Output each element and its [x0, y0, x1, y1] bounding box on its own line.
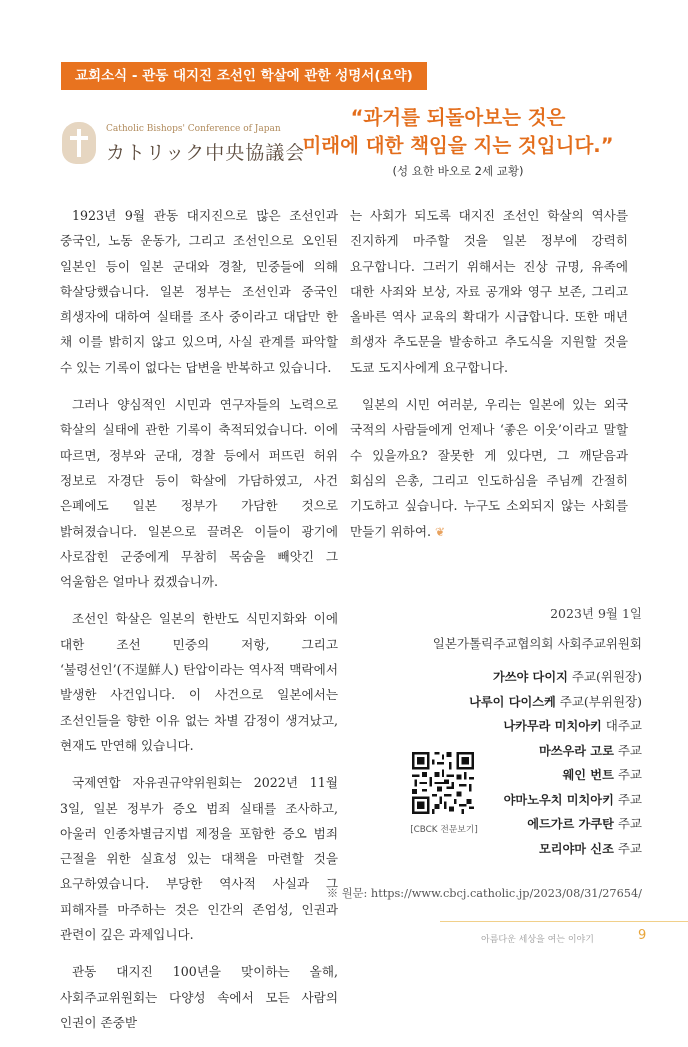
logo-english-text: Catholic Bishops' Conference of Japan	[106, 124, 281, 134]
quote-line-1: “과거를 되돌아보는 것은	[350, 106, 566, 129]
signer: 가쓰야 다이지 주교(위원장)	[492, 669, 642, 684]
paragraph: 관동 대지진 100년을 맞이하는 올해, 사회주교위원회는 다양성 속에서 모든 사람의 인권이 존중받	[60, 964, 338, 1030]
paragraph: 1923년 9월 관동 대지진으로 많은 조선인과 중국인, 노동 운동가, 그리고 조선인으로 오인된 일본인 등이 일본 군대와 경찰, 민중들에 의해 학살당했습니다. 일본 정부는 조선인과 중국인 희생자에 대하여 실태를 조사 중이라고 대답만 한 채 이를 밝히지 않고 있으며, 사실 관계를 파악할 수 있는 기록이 없다는 답변을 반복하고 있습니다.	[60, 208, 338, 375]
closing-text: 일본의 시민 여러분, 우리는 일본에 있는 외국 국적의 사람들에게 언제나 ‘좋은 이웃’이라고 말할 수 있을까요? 잘못한 게 있다면, 그 깨닫음과 회심의 은총, 그리고 인도하심을 주님께 간절히 기도하고 싶습니다. 누구도 소외되지 않는 사회를 만들기 위하여.	[350, 397, 628, 539]
paragraph: 그러나 양심적인 시민과 연구자들의 노력으로 학살의 실태에 관한 기록이 축적되었습니다. 이에 따르면, 정부와 군대, 경찰 등에서 퍼뜨린 허위 정보로 자경단 등이 학살에 가담하였고, 사건 은폐에도 일본 정부가 가담한 것으로 밝혀졌습니다. 일본으로 끌려온 이들이 광기에 사로잡힌 군중에게 무참히 목숨을 빼앗긴 그 억울함은 얼마나 컸겠습니까.	[60, 397, 338, 590]
footer-rule	[440, 921, 688, 922]
quote-source: (성 요한 바오로 2세 교황)	[392, 164, 524, 178]
leaf-icon: ❦	[435, 524, 446, 539]
cross-icon	[62, 122, 96, 164]
signer: 에드가르 가쿠탄 주교	[527, 816, 642, 831]
paragraph: 국제연합 자유권규약위원회는 2022년 11월 3일, 일본 정부가 증오 범죄 실태를 조사하고, 아울러 인종차별금지법 제정을 포함한 증오 범죄 근절을 위한 실효성 있는 대책을 마련할 것을 요구하였습니다. 부당한 역사적 사실과 그 피해자를 마주하는 것은 인간의 존엄성, 인권과 관련이 깊은 과제입니다.	[60, 775, 338, 943]
page-number: 9	[638, 928, 647, 943]
signer: 마쓰우라 고로 주교	[538, 742, 642, 758]
committee-name: 일본가톨릭주교협의회 사회주교위원회	[432, 636, 642, 651]
signer: 웨인 번트 주교	[562, 767, 642, 782]
section-tag: 교회소식 - 관동 대지진 조선인 학살에 관한 성명서(요약)	[61, 62, 427, 90]
signer: 모리야마 신조 주교	[538, 840, 642, 856]
paragraph: 조선인 학살은 일본의 한반도 식민지화와 이에 대한 조선 민중의 저항, 그리고 ‘불령선인’(不逞鮮人) 탄압이라는 역사적 맥락에서 발생한 사건입니다. 이 사건으로 일본에서는 조선인들을 향한 이유 없는 차별 감정이 생겨났고, 현재도 만연해 있습니다.	[60, 611, 338, 753]
qr-code-icon[interactable]	[412, 752, 474, 814]
footer-brand: 아름다운 세상을 여는 이야기	[481, 935, 594, 945]
body-right-column	[350, 203, 628, 557]
source-url: ※ 원문: https://www.cbcj.catholic.jp/2023/08/31/27654/	[326, 887, 642, 900]
logo-japanese-text: カトリック中央協議会	[106, 142, 306, 164]
signer: 야마노우치 미치아키 주교	[503, 791, 642, 807]
body-left-column	[60, 203, 338, 1047]
signer-list	[469, 665, 642, 861]
quote-line-2: 미래에 대한 책임을 지는 것입니다.”	[302, 134, 614, 157]
paragraph-closing	[350, 392, 628, 545]
statement-date: 2023년 9월 1일	[550, 606, 642, 621]
signer: 나루이 다이스케 주교(부위원장)	[469, 693, 642, 709]
qr-label: [CBCK 전문보기]	[410, 825, 478, 835]
signer: 나카무라 미치아키 대주교	[503, 718, 642, 733]
cbcj-logo	[62, 120, 306, 170]
pull-quote	[268, 104, 648, 160]
paragraph: 는 사회가 되도록 대지진 조선인 학살의 역사를 진지하게 마주할 것을 일본 정부에 강력히 요구합니다. 그러기 위해서는 진상 규명, 유족에 대한 사죄와 보상, 자료 공개와 영구 보존, 그리고 올바른 역사 교육의 확대가 시급합니다. 또한 매년 희생자 추도문을 발송하고 추도식을 지원할 것을 도쿄 도지사에게 요구합니다.	[350, 208, 628, 375]
